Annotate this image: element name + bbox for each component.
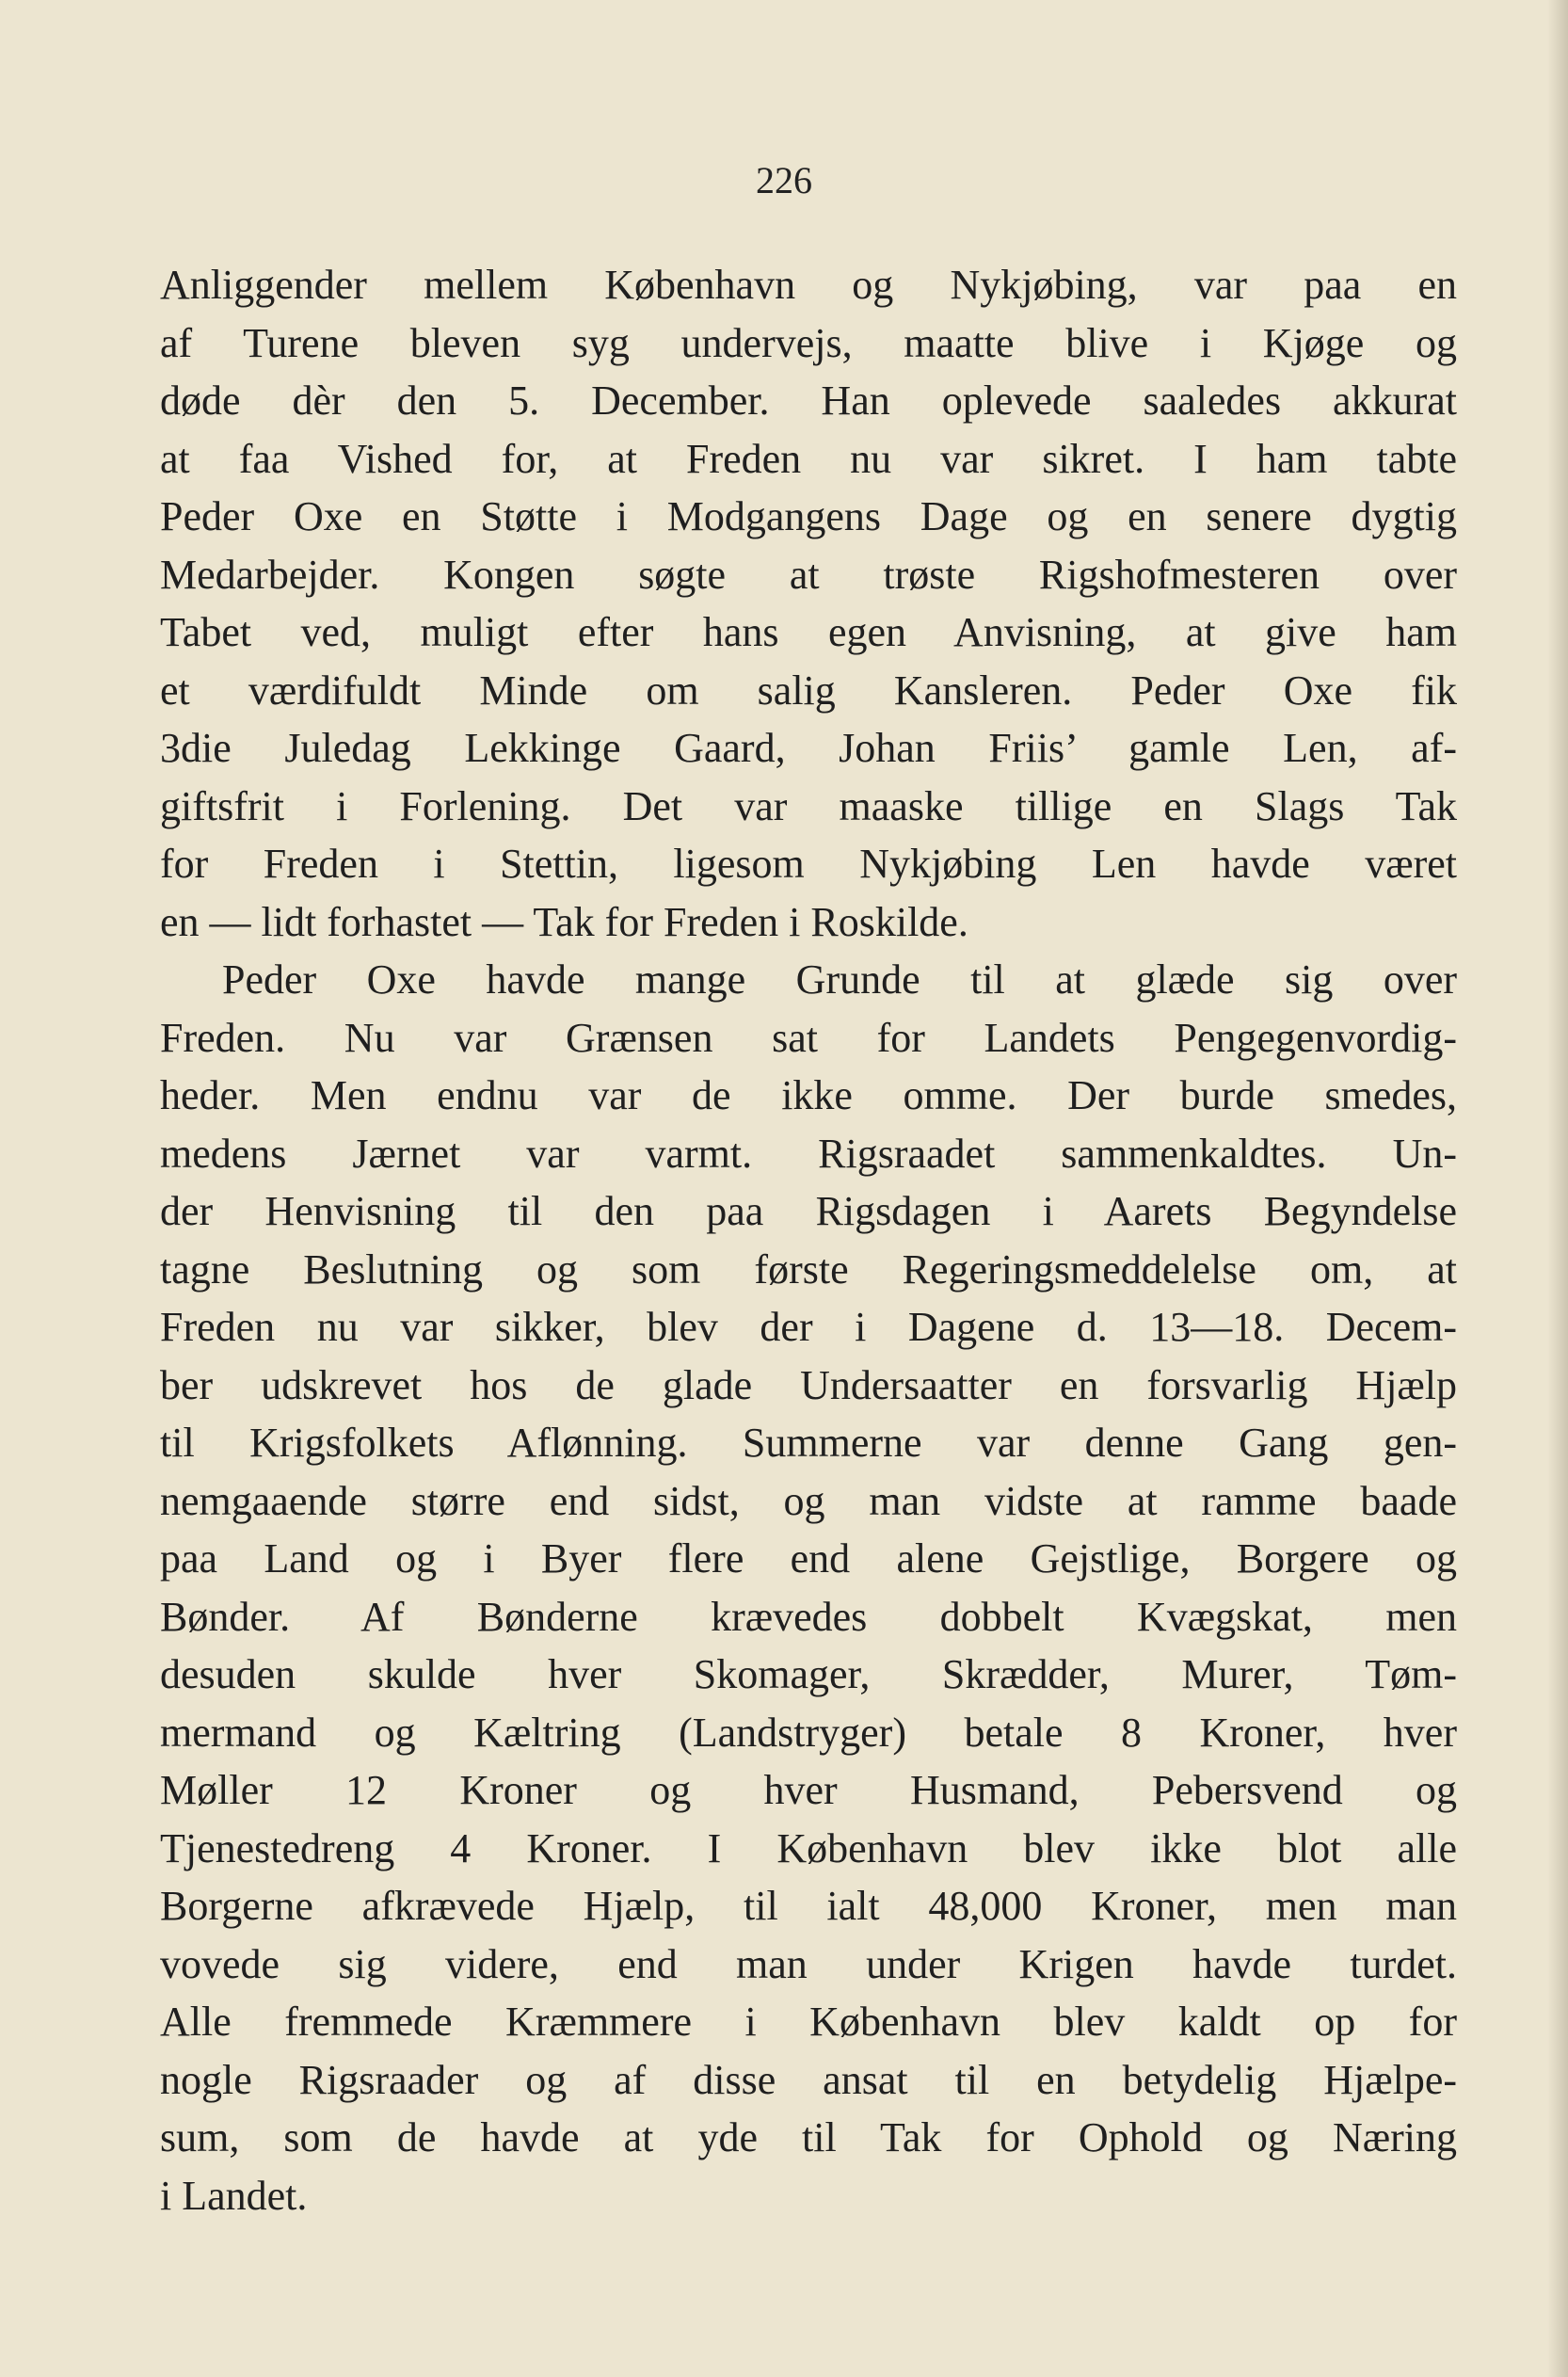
text-line: en — lidt forhastet — Tak for Freden i Roskilde. bbox=[160, 898, 968, 945]
text-line: i Landet. bbox=[160, 2172, 308, 2219]
text-line: et værdifuldt Minde om salig Kansleren. Peder Oxe fik bbox=[160, 667, 1457, 714]
text-line: Tabet ved, muligt efter hans egen Anvisning, at give ham bbox=[160, 609, 1457, 655]
text-line: vovede sig videre, end man under Krigen havde turdet. bbox=[160, 1940, 1457, 1987]
text-line: Medarbejder. Kongen søgte at trøste Rigshofmesteren over bbox=[160, 551, 1457, 598]
text-line: heder. Men endnu var de ikke omme. Der burde smedes, bbox=[160, 1072, 1457, 1118]
text-line: desuden skulde hver Skomager, Skrædder, Murer, Tøm- bbox=[160, 1651, 1457, 1697]
text-line: Freden. Nu var Grænsen sat for Landets Pengegenvordig- bbox=[160, 1014, 1457, 1061]
text-line: der Henvisning til den paa Rigsdagen i Aarets Begyndelse bbox=[160, 1188, 1457, 1234]
text-line: Peder Oxe havde mange Grunde til at glæde sig over bbox=[222, 956, 1457, 1003]
text-line: Møller 12 Kroner og hver Husmand, Pebersvend og bbox=[160, 1767, 1457, 1813]
text-line: tagne Beslutning og som første Regeringsmeddelelse om, at bbox=[160, 1245, 1457, 1293]
text-line: Alle fremmede Kræmmere i København blev kaldt op for bbox=[160, 1999, 1457, 2045]
text-line: af Turene bleven syg undervejs, maatte blive i Kjøge og bbox=[160, 319, 1457, 366]
text-line: medens Jærnet var varmt. Rigsraadet sammenkaldtes. Un- bbox=[160, 1130, 1457, 1177]
text-line: Peder Oxe en Støtte i Modgangens Dage og en senere dygtig bbox=[160, 493, 1457, 539]
text-line: 3die Juledag Lekkinge Gaard, Johan Friis’ gamle Len, af- bbox=[160, 725, 1457, 771]
body-text bbox=[160, 256, 1457, 2224]
text-line: til Krigsfolkets Aflønning. Summerne var denne Gang gen- bbox=[160, 1420, 1457, 1466]
text-line: giftsfrit i Forlening. Det var maaske tillige en Slags Tak bbox=[160, 782, 1457, 829]
text-line: Anliggender mellem København og Nykjøbing, var paa en bbox=[160, 262, 1457, 308]
text-line: Borgerne afkrævede Hjælp, til ialt 48,000 Kroner, men man bbox=[160, 1883, 1457, 1929]
text-line: paa Land og i Byer flere end alene Gejstlige, Borgere og bbox=[160, 1535, 1457, 1582]
text-line: at faa Vished for, at Freden nu var sikret. I ham tabte bbox=[160, 435, 1457, 482]
text-line: Bønder. Af Bønderne krævedes dobbelt Kvægskat, men bbox=[160, 1593, 1457, 1640]
text-line: sum, som de havde at yde til Tak for Ophold og Næring bbox=[160, 2114, 1457, 2160]
text-line: ber udskrevet hos de glade Undersaatter en forsvarlig Hjælp bbox=[160, 1361, 1457, 1408]
text-line: nogle Rigsraader og af disse ansat til en betydelig Hjælpe- bbox=[160, 2056, 1457, 2103]
text-line: Freden nu var sikker, blev der i Dagene d. 13—18. Decem- bbox=[160, 1304, 1457, 1350]
page-number: 226 bbox=[756, 159, 812, 201]
text-line: mermand og Kæltring (Landstryger) betale 8 Kroner, hver bbox=[160, 1709, 1457, 1756]
page-edge-shadow bbox=[1547, 0, 1568, 2377]
text-line: nemgaaende større end sidst, og man vidste at ramme baade bbox=[160, 1477, 1457, 1524]
text-line: for Freden i Stettin, ligesom Nykjøbing Len havde været bbox=[160, 841, 1457, 887]
text-line: Tjenestedreng 4 Kroner. I København blev ikke blot alle bbox=[160, 1824, 1457, 1871]
text-line: døde dèr den 5. December. Han oplevede saaledes akkurat bbox=[160, 377, 1457, 424]
